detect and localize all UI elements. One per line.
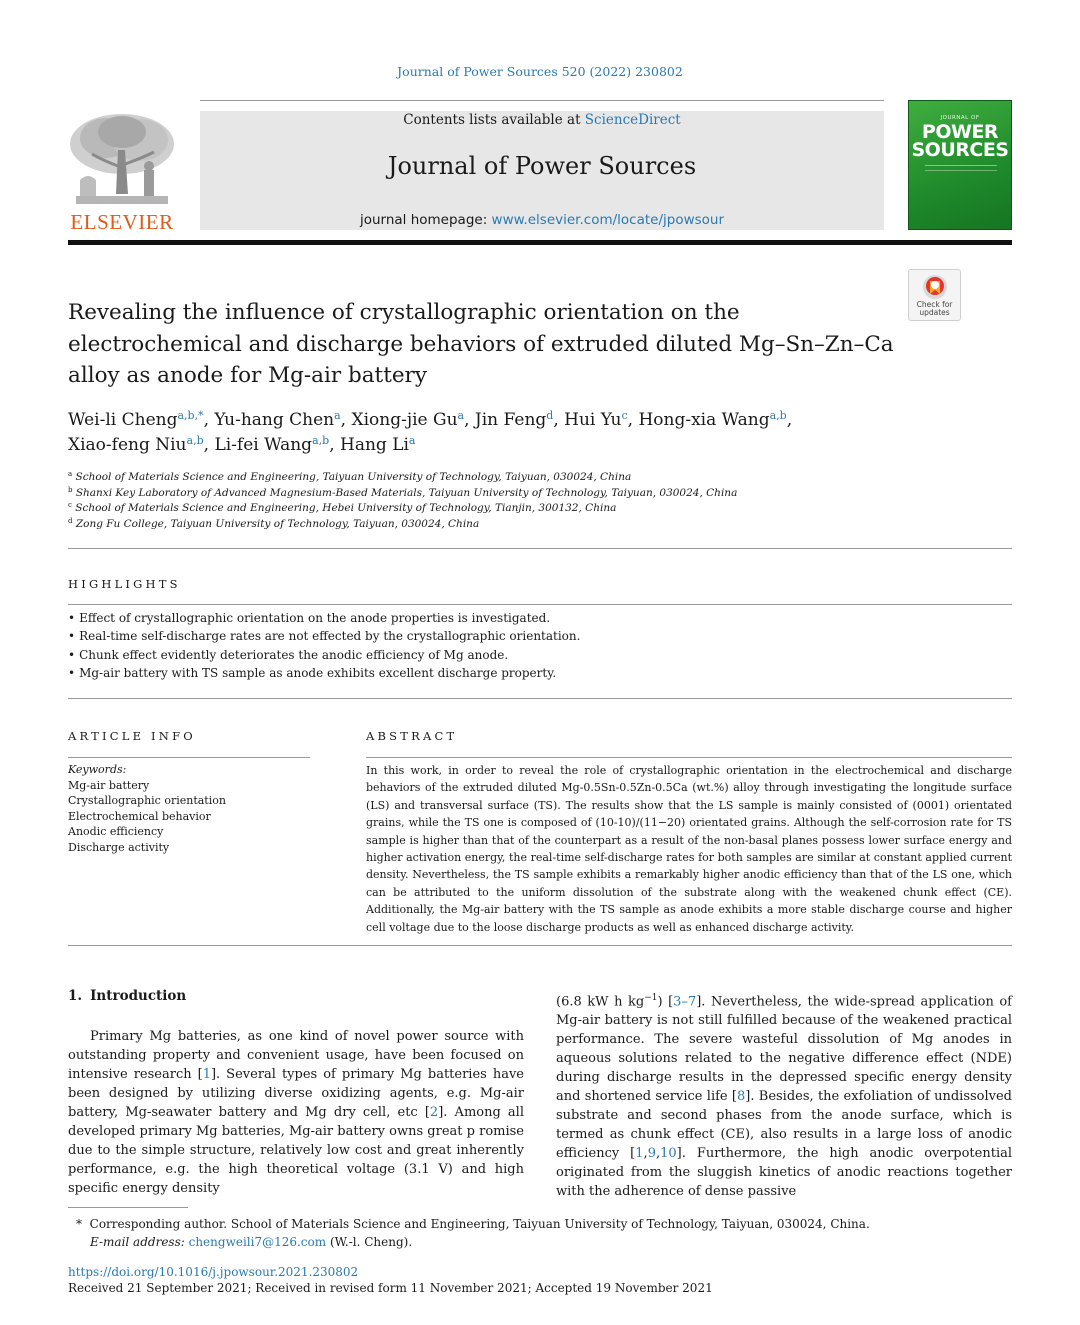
author-list [68,408,968,458]
reference-link[interactable]: 8 [736,1089,746,1105]
journal-homepage [200,212,884,228]
cover-word-power: POWER [921,121,999,143]
sciencedirect-link[interactable]: ScienceDirect [584,112,681,128]
keyword-item: Crystallographic orientation [68,794,226,807]
author-name[interactable]: Wei-li Cheng [68,410,178,430]
author-name[interactable]: Hui Yu [564,410,622,430]
check-updates-line2: updates [919,308,950,317]
affiliation-item [68,486,968,502]
author-separator: , [329,435,340,455]
author-name[interactable]: Hang Li [340,435,409,455]
reference-link[interactable]: 9 [647,1146,656,1162]
highlight-item: • Effect of crystallographic orientation on the anode properties is investigated. [68,609,1012,627]
author-affil-marker[interactable]: a,b,* [177,409,204,422]
masthead-bottom-rule [68,240,1012,245]
cover-small-caption: JOURNAL OF [940,115,980,121]
footnote-marker: * [76,1217,82,1231]
divider [68,757,310,758]
affiliation-text: School of Materials Science and Engineering, Taiyuan University of Technology, Taiyuan, 030024, China [75,471,632,483]
keywords-block [68,762,308,855]
journal-name[interactable]: Journal of Power Sources [387,152,697,180]
affiliation-item [68,470,968,486]
highlight-item: • Chunk effect evidently deteriorates the anodic efficiency of Mg anode. [68,646,1012,664]
section-title: Introduction [90,988,187,1004]
keyword-item: Discharge activity [68,840,170,854]
highlights-list [68,609,1012,682]
affiliation-text: School of Materials Science and Engineering, Hebei University of Technology, Tianjin, 300132, China [75,502,617,515]
article-info-heading: ARTICLE INFO [68,729,196,743]
corresponding-author-text: Corresponding author. School of Materials Science and Engineering, Taiyuan University of Technology, Taiyuan, 030024, China. [89,1217,870,1231]
affiliation-marker: c [68,501,72,510]
author-affil-marker[interactable]: a,b [186,434,204,447]
crossmark-icon [921,273,949,301]
divider [68,604,1012,605]
check-for-updates-badge[interactable] [908,269,961,321]
keyword-item: Mg-air battery [68,778,150,792]
homepage-prefix: journal homepage: [359,212,488,228]
affiliation-marker: b [68,485,73,494]
reference-link[interactable]: 3–7 [673,994,697,1010]
corresponding-author-footnote [76,1215,1006,1251]
footnote-rule [68,1207,188,1208]
affiliation-item [68,517,968,533]
author-name[interactable]: Xiao-feng Niu [68,435,187,455]
section-number: 1. [68,988,83,1004]
affiliation-marker: a [68,470,73,478]
masthead-top-rule [200,100,884,101]
author-name[interactable]: Jin Feng [474,410,547,430]
reference-separator: , [643,1146,648,1162]
affiliation-text: Zong Fu College, Taiyuan University of Technology, Taiyuan, 030024, China [75,518,480,531]
affiliation-text: Shanxi Key Laboratory of Advanced Magnesium-Based Materials, Taiyuan University of Technology, Taiyuan, 030024, China [75,486,738,499]
reference-link[interactable]: 10 [660,1146,677,1162]
journal-citation[interactable]: Journal of Power Sources 520 (2022) 230802 [397,64,683,79]
reference-link[interactable]: 1 [202,1067,211,1082]
divider [68,698,1012,699]
affiliation-item [68,501,968,517]
cover-title [909,123,1011,159]
doi-link[interactable]: https://doi.org/10.1016/j.jpowsour.2021.230802 [68,1265,359,1279]
highlight-item: • Real-time self-discharge rates are not effected by the crystallographic orientation. [68,627,1012,645]
author-affil-marker[interactable]: a,b [769,409,787,422]
email-label: E-mail address: [90,1235,185,1249]
check-updates-line1: Check for [916,300,953,309]
exponent: −1 [644,993,658,1003]
author-name[interactable]: Xiong-jie Gu [351,410,458,430]
intro-right-column [556,989,1012,1201]
author-affil-marker[interactable]: d [546,409,554,422]
reference-separator: , [655,1146,661,1162]
title-line-1: Revealing the influence of crystallographic orientation on the [68,300,740,325]
intro-text: ]. Nevertheless, the wide-spread application of Mg-air battery is not still fulfilled because of the weakened practical performance. The severe wasteful dissolution of Mg anodes in aqueous solutions related to the negative difference effect (NDE) during discharge results in the depressed specific energy density and shortened service life [ [556,994,1012,1105]
divider [68,945,1012,946]
intro-text: ]. Furthermore, the high anodic overpotential originated from the sluggish kinetics of anodic reactions together with the adherence of dense passive [556,1146,1013,1200]
homepage-link[interactable]: www.elsevier.com/locate/jpowsour [491,212,725,228]
affiliation-list [68,470,968,533]
intro-text: Primary Mg batteries, as one kind of novel power source with outstanding property and convenient usage, have been focused on intensive research [ [68,1029,524,1082]
author-name[interactable]: Hong-xia Wang [638,410,770,430]
intro-text: ]. Among all developed primary Mg batteries, Mg-air battery owns great p romise due to the simple structure, relatively low cost and great inherently performance, e.g. the high theoretical voltage (3.1 V) and high specific energy density [68,1105,524,1196]
contents-availability [200,112,884,128]
author-affil-marker[interactable]: a [457,409,465,422]
email-suffix: (W.-l. Cheng). [329,1235,413,1249]
intro-text: ]. Several types of primary Mg batteries have been designed by utilizing diverse oxidizing agents, e.g. Mg-air battery, Mg-seawater battery and Mg dry cell, etc [ [68,1067,524,1120]
abstract-heading: ABSTRACT [366,729,458,743]
author-separator: , [464,410,475,430]
intro-text: (6.8 kW h kg [556,994,645,1010]
divider [68,548,1012,549]
contents-prefix: Contents lists available at [403,112,581,128]
reference-link[interactable]: 2 [429,1105,439,1120]
author-affil-marker[interactable]: a [408,434,416,447]
author-separator: , [786,410,793,430]
cover-word-sources: SOURCES [911,139,1009,161]
title-line-2: electrochemical and discharge behaviors of extruded diluted Mg–Sn–Zn–Ca [68,331,894,357]
author-name[interactable]: Yu-hang Chen [214,410,335,430]
intro-text: ) [ [657,994,674,1010]
author-affil-marker[interactable]: a,b [312,434,330,447]
author-separator: , [340,410,352,430]
divider [366,757,1012,758]
author-name[interactable]: Li-fei Wang [214,435,313,455]
author-affil-marker[interactable]: c [621,409,628,422]
highlight-item: • Mg-air battery with TS sample as anode exhibits excellent discharge property. [68,664,1012,682]
paper-title [68,297,908,392]
check-updates-label [909,301,960,317]
author-separator: , [203,410,215,430]
reference-link[interactable]: 1 [635,1146,644,1162]
highlights-heading: HIGHLIGHTS [68,577,181,591]
cover-decoration [925,165,997,171]
title-line-3: alloy as anode for Mg-air battery [68,363,427,388]
elsevier-wordmark: ELSEVIER [70,210,174,234]
keyword-item: Electrochemical behavior [68,809,211,823]
intro-text: ]. Besides, the exfoliation of undissolved substrate and second phases from the anode surface, which is termed as chunk effect (CE), also results in a large loss of anodic efficiency [ [556,1089,1012,1162]
received-dates: Received 21 September 2021; Received in revised form 11 November 2021; Accepted 19 November 2021 [68,1281,713,1295]
author-separator: , [627,410,639,430]
intro-left-column [68,1027,524,1198]
keywords-heading: Keywords: [68,763,127,776]
affiliation-marker: d [68,517,73,526]
journal-cover-thumbnail[interactable] [908,100,1012,230]
abstract-text: In this work, in order to reveal the role of crystallographic orientation in the electrochemical and discharge behaviors of the extruded diluted Mg-0.5Sn-0.5Zn-0.5Ca (wt.%) alloy through investigating the longitude surface (LS) and transversal surface (TS). The results show that the LS sample is mainly consisted of (0001) orientated grains, while the TS one is composed of (10-10)/(11−20) orientated grains. Although the self-corrosion rate for TS sample is higher than that of the counterpart as a result of the non-basal planes possess lower surface energy and higher activation energy, the real-time self-discharge rates for both samples are similar at constant applied current density. Nevertheless, the TS sample exhibits a remarkably higher anodic efficiency than that of the LS one, which can be attributed to the uniform dissolution of the substrate along with the weakened chunk effect (CE). Additionally, the Mg-air battery with the TS sample as anode exhibits a more stable discharge course and higher cell voltage due to the loose discharge products as well as enhanced discharge activity. [366,764,1012,934]
email-link[interactable]: chengweili7@126.com [188,1235,327,1249]
author-separator: , [203,435,215,455]
keyword-item: Anodic efficiency [68,825,164,838]
author-separator: , [553,410,565,430]
introduction-heading [68,988,194,1004]
author-affil-marker[interactable]: a [334,409,341,422]
